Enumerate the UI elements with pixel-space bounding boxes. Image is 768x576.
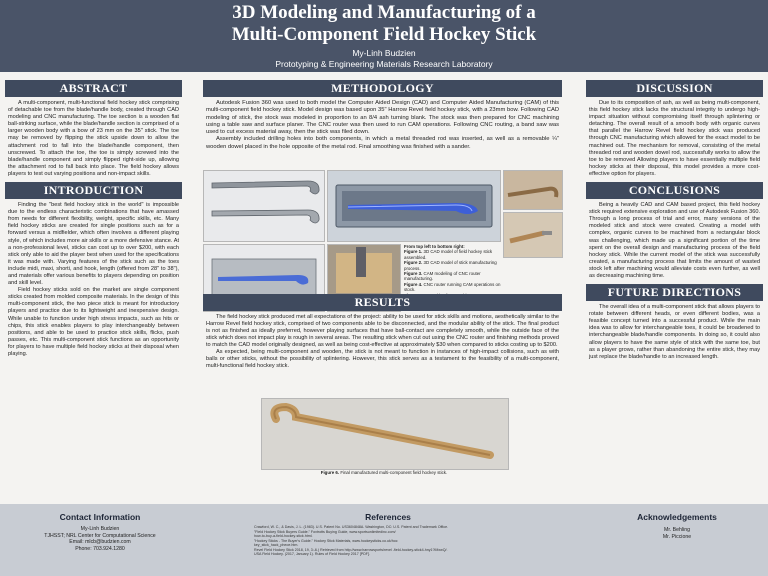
acknowledgement-name: Mr. Piccione (662, 533, 692, 540)
caption-text: CAM modeling of CNC router manufacturing. (404, 271, 481, 282)
discussion-paragraph: Due to its composition of ash, as well as being multi-component, this field hockey stick lacks the structural integrity to undergo high-impact situation without compromising itself through splintering or detaching. The overall result of a smooth body with organic curves that parallel the Harrow Revel field hockey stick was produced through CNC manufacturing which allowed for the exact model to be machined out. The mechanism for removal, consisting of the metal threaded rod and wooden dowel rod, successfully works to allow the toe to be removed Allowing players to have essentially multiple field hockey sticks at their disposal, this model provides a more cost-effective option for players. (589, 100, 760, 177)
center-column (203, 80, 562, 153)
acknowledgements-block (602, 512, 752, 540)
poster-header (0, 0, 768, 72)
results-paragraph-2: As expected, being multi-component and wooden, the stick is not meant to function in instances of high-impact collisions, such as with balls or other sticks, without the possibility of splintering. However, this stick serves as a testament to the feasibility of a multi-component, multi-functional field hockey stick. (206, 349, 559, 369)
future-directions-heading: FUTURE DIRECTIONS (586, 284, 763, 301)
figure-6-caption-label: Figure 6. (320, 470, 340, 475)
introduction-text (5, 199, 182, 360)
contact-block (20, 512, 180, 552)
reference-line: key_stick_hack_pheoe.htm. (254, 543, 299, 547)
caption-figure-2 (404, 260, 504, 271)
figure-2-stock-model-image (327, 170, 501, 242)
reference-line: Revel Field Hockey Stick 2018, 19, 3:-6.) Retrieved from http://www.harrowsports/revel -field-hockey-stick4-hny1?lMxwQ/. (254, 547, 448, 552)
methodology-paragraph-2: Assembly included drilling holes into both components, in which a metal threaded rod was inserted, as well as a removable ¼" wooden dowel placed in the hole opposite of the metal rod. Final smoothing was finished with a sander. (206, 136, 559, 150)
conclusions-heading: CONCLUSIONS (586, 182, 763, 199)
methodology-paragraph-1: Autodesk Fusion 360 was used to both model the Computer Aided Design (CAD) and Computer Aided Manufacturing (CAM) of this multi-component field hockey stick. Model design was based upon 35" Harrow Revel field hockey stick, with a 23mm bow. Following CAD modeling of stick, the stock was modeled in proportion to an 8/4 ash turning blank. The stock was then prepared for CNC machining using a table saw and surface planer. The CNC router was then used to run CAM operations. Following CNC routing, a band saw was used to cut excess material away, then the stick was filed down. (206, 100, 559, 136)
caption-label: Figure 1. (404, 249, 423, 255)
contact-phone: Phone: 703.924.1280 (75, 545, 125, 552)
results-section (203, 294, 562, 372)
caption-label: Figure 4. (404, 281, 423, 287)
lab-name: Prototyping & Engineering Materials Research Laboratory (275, 59, 493, 69)
contact-name: My-Linh Budzien (80, 526, 120, 532)
abstract-paragraph: A multi-component, multi-functional field hockey stick comprising of detachable toe from the blade/handle body, created through CAD modeling and CNC manufacturing. The toe section is a wooden flat ball-striking surface, while the blade/handle section is comprised of a larger wooden body with a bow of 23 mm on the 35" stick. The toe may be removed by flipping the stick upside down to allow the attachment rod to fall into the blade/handle component, then unscrewed. To attach the toe, the toe is simply screwed into the blade/handle component and simply flipped right-side up, allowing the attachment rod to fall back into place. The field hockey allows players to test out varying positions and non-impact skills. (8, 100, 179, 177)
caption-figure-3 (404, 271, 504, 282)
introduction-paragraph-2: Field hockey sticks sold on the market are single component sticks created from molded composite materials. In the design of this multi-component stick, the two piece stick is meant for introductory players and practice due to its lightweight and inexpensive design. While unable to function under high stress impacts, such as hits or chips, this stick enables players to play interchangeably between positions, and able to be used to practice stick skills, flicks, push passes, etc. This multi-component stick functions as an opportunity for players to have multiple field hockey sticks at their disposal when playing. (8, 287, 179, 357)
reference-line: "Hockey Sticks - The Buyer's Guide." Hockey Stick Materials, www.hockeysticks.co.uk/hoc (254, 538, 398, 543)
abstract-heading: ABSTRACT (5, 80, 182, 97)
methodology-figure-captions (404, 244, 504, 298)
future-directions-paragraph: The overall idea of a multi-component stick that allows players to rotate between different heads, or even different bodies, was a feasible concept turned into a successful product. While the main idea was to allow for interchangeable toes, it could be broadened to interchangeable blade/handle components. In doing so, it could also allow players to have the same style of stick with the same toe, but as a player grows, rather than abandoning the entire stick, they may just replace the blade/handle to an increased length. (589, 304, 760, 360)
references-list (254, 525, 522, 557)
discussion-text (586, 97, 763, 180)
poster-title (0, 2, 768, 46)
author-name: My-Linh Budzien (352, 48, 416, 58)
future-directions-text (586, 301, 763, 363)
poster-footer (0, 504, 768, 576)
caption-text: 3D CAD model of stick manufacturing process. (404, 260, 497, 271)
conclusions-text (586, 199, 763, 282)
references-heading: References (365, 512, 411, 522)
title-line-1: 3D Modeling and Manufacturing of a (232, 2, 536, 23)
caption-figure-4 (404, 282, 504, 293)
contact-email: Email: mlcb@budzien.com (69, 539, 131, 546)
introduction-heading: INTRODUCTION (5, 182, 182, 199)
figure-5-assembly-photo-2 (503, 212, 563, 258)
reference-line: "Field Hockey Stick Buyers Guide." Foxtrotts Buying Guide, www.sportsunlimitedinc.com/ (254, 529, 396, 534)
acknowledgements-heading: Acknowledgements (637, 512, 717, 522)
caption-text: CNC router running CAM operations on stock. (404, 281, 501, 293)
acknowledgement-name: Mr. Behling (664, 527, 690, 533)
results-heading: RESULTS (203, 294, 562, 311)
caption-label: Figure 2. (404, 260, 423, 266)
introduction-paragraph-1: Finding the "best field hockey stick in the world" is impossible due to the endless characteristic combinations that have amassed from needs for different flexibility, weight, specific skills, etc. Many field hockey sticks are created for single positions such as for a forward versus a midfielder, which often involves a different playing style, of which includes more air skills or a more defensive stance. At a non-professional level, sticks can cost up to over $200, with each stick only able to aid the player best when used for the specifications it was made with. Varying features of the stick such as the toes include midi, maxi, shorti, and hook, length (offered from 28" to 38"), and materials offer various benefits to players depending on position and skill level. (8, 202, 179, 287)
conclusions-paragraph: Being a heavily CAD and CAM based project, this field hockey stick required extensive exploration and use of Autodesk Fusion 360. Through a long process of trial and error, many versions of the modeled stick and stock were created. Creating a model with complex, organic curves to be machined from a rectangular block was challenging, which made up a significant portion of the time spent on the overall design and manufacturing process of the field hockey stick. While the current model of the stick was successfully created, a manufacturing process that limits the amount of wasted stock left after machining would alleviate costs even further, as well as decreasing machining time. (589, 202, 760, 279)
abstract-text (5, 97, 182, 180)
results-paragraph-1: The field hockey stick produced met all expectations of the project: ability to be used for stick skills and motions, aesthetically similar to the Harrow Revel field hockey stick, comprised of two components able to be disconnected, and the modular ability of the stick. The final product is not as finished as ideally preferred, however playing surfaces that have ball-contact are completely smooth, while the outside face of the stick which does not impact play is rough in several areas. The resulting stick when cut out using the CNC router and finishing methods proved to match the CAD model originally designed, as well as being cost-effective at approximately $30 when compared to sticks costing up to $200. (206, 314, 559, 348)
right-column (586, 80, 763, 363)
methodology-heading: METHODOLOGY (203, 80, 562, 97)
reference-line: USA Field Hockey. (2017, January 1). Rules of Field Hockey 2017 [PDF]. (254, 552, 370, 556)
reference-line: Crawford, W. C., & Davis, J. L. (1983). U.S. Patent No. US3604848A. Washington, DC: U.S. Patent and Trademark Office. (254, 525, 449, 529)
figure-6-caption (261, 470, 507, 475)
contact-affiliation: TJHSST; NRL Center for Computational Science (44, 532, 156, 539)
figure-6-final-stick-photo (261, 398, 509, 470)
discussion-heading: DISCUSSION (586, 80, 763, 97)
title-line-2: Multi-Component Field Hockey Stick (231, 24, 537, 45)
figure-5-assembly-photo-1 (503, 170, 563, 210)
left-column (5, 80, 182, 360)
results-text (203, 311, 562, 372)
caption-label: Figure 3. (404, 271, 423, 277)
captions-title: From top left to bottom right: (404, 244, 465, 249)
caption-text: 3D CAD model of field hockey stick assembled. (404, 249, 493, 260)
caption-figure-1 (404, 249, 504, 260)
poster-body (0, 72, 768, 504)
figure-6-caption-text: Final manufactured multi-component field hockey stick. (340, 470, 448, 475)
reference-line: how-to-buy-a-field-hockey-stick.html. (254, 534, 313, 538)
methodology-text (203, 97, 562, 153)
references-block (254, 512, 522, 557)
contact-heading: Contact Information (59, 512, 141, 522)
figure-1-cad-stick-image (203, 170, 325, 242)
